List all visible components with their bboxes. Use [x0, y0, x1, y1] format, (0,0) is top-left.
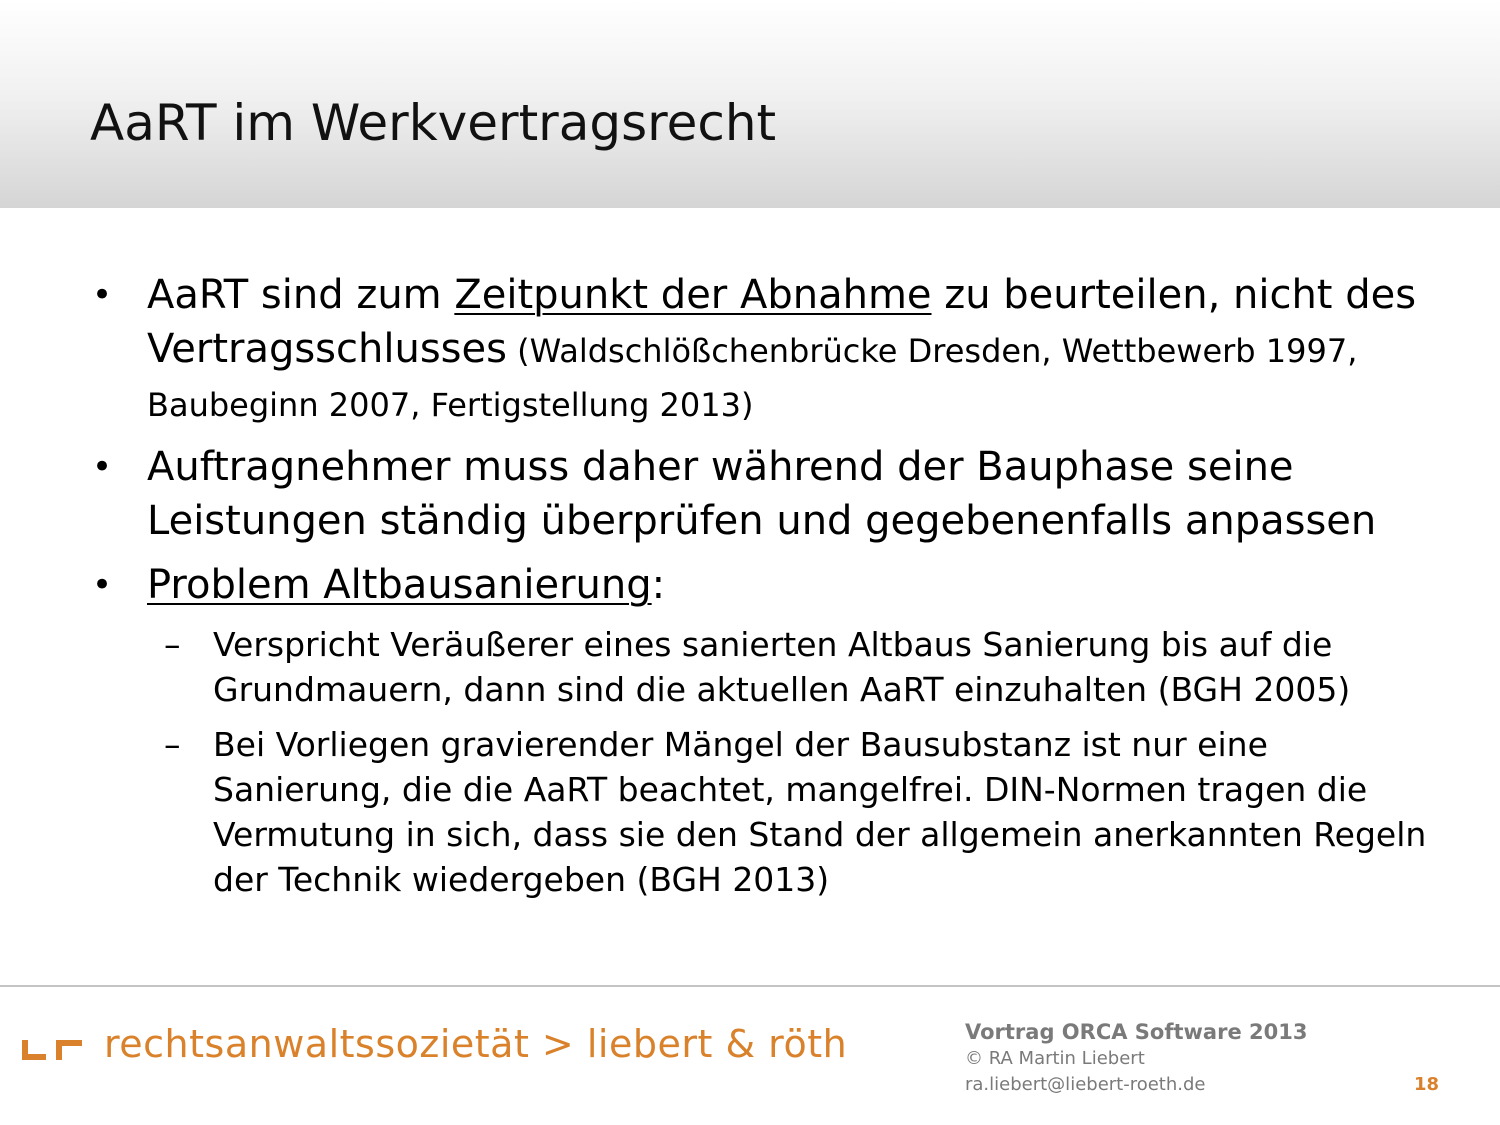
sub-bullet-item [88, 722, 1428, 902]
bullet-text: AaRT sind zum [147, 272, 455, 318]
bullet-item [88, 558, 1428, 612]
footer-info [965, 1018, 1307, 1098]
event-title: Vortrag ORCA Software 2013 [965, 1020, 1308, 1044]
page-number: 18 [1414, 1074, 1440, 1095]
bullet-text: Auftragnehmer muss daher während der Bauphase seine Leistungen ständig überprüfen und gegebenenfalls anpassen [147, 444, 1377, 544]
slide-content [88, 268, 1428, 912]
slide-title: AaRT im Werkvertragsrecht [90, 94, 777, 152]
bullet-text: : [651, 562, 666, 608]
bullet-item [88, 440, 1428, 548]
bullet-dot: • [92, 565, 113, 605]
bullet-note: (Waldschlößchenbrücke Dresden, Wettbewerb 1997, Baubeginn 2007, Fertigstellung 2013) [147, 332, 1358, 424]
email-address: ra.liebert@liebert-roeth.de [965, 1074, 1206, 1095]
bullet-text: zu beurteilen, nicht des Vertragsschlusses [147, 272, 1417, 372]
sub-bullet-item [88, 622, 1428, 712]
bullet-underlined-text: Zeitpunkt der Abnahme [454, 272, 932, 318]
sub-bullet-text: Verspricht Veräußerer eines sanierten Altbaus Sanierung bis auf die Grundmauern, dann sind die aktuellen AaRT einzuhalten (BGH 2005) [213, 625, 1351, 709]
brand-name: rechtsanwaltssozietät > liebert & röth [104, 1022, 848, 1066]
sub-bullet-dash: – [164, 625, 181, 664]
bullet-underlined-text: Problem Altbausanierung [147, 562, 652, 608]
bullet-dot: • [92, 447, 113, 487]
lr-logo-icon [22, 1036, 82, 1060]
bullet-item [88, 268, 1428, 430]
sub-bullet-dash: – [164, 725, 181, 764]
bullet-dot: • [92, 275, 113, 315]
author: © RA Martin Liebert [965, 1048, 1145, 1069]
sub-bullet-text: Bei Vorliegen gravierender Mängel der Bausubstanz ist nur eine Sanierung, die die AaRT beachtet, mangelfrei. DIN-Normen tragen die Vermutung in sich, dass sie den Stand der allgemein anerkannten Regeln der Technik wiedergeben (BGH 2013) [213, 725, 1427, 899]
footer-divider [0, 985, 1500, 987]
